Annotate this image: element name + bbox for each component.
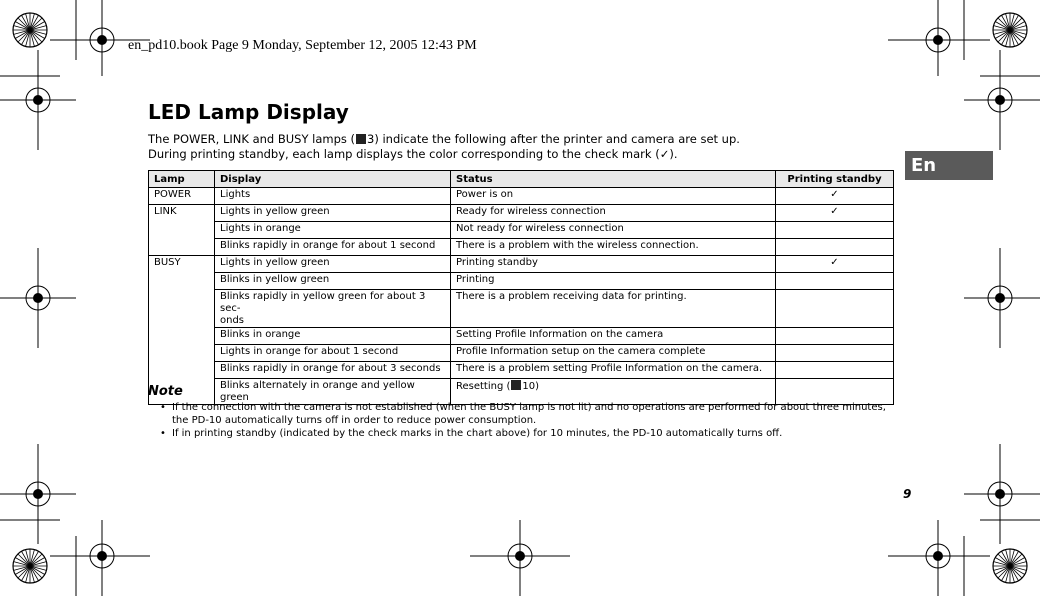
- status-cell: Setting Profile Information on the camera: [451, 328, 776, 345]
- print-header-line: en_pd10.book Page 9 Monday, September 12, 2005 12:43 PM: [128, 38, 477, 53]
- note-item: • If in printing standby (indicated by the check marks in the chart above) for 10 minutes, the PD-10 automatically turns off.: [160, 428, 783, 439]
- intro-text: [148, 132, 740, 162]
- standby-check-cell: ✓: [776, 188, 894, 205]
- status-cell: Printing: [451, 273, 776, 290]
- bullet-icon: •: [160, 402, 166, 413]
- standby-check-cell: [776, 328, 894, 345]
- language-tab: En: [905, 151, 993, 180]
- standby-check-cell: ✓: [776, 205, 894, 222]
- note-heading: Note: [148, 384, 183, 399]
- bullet-icon: •: [160, 428, 166, 439]
- standby-check-cell: [776, 239, 894, 256]
- lamp-cell: POWER: [149, 188, 215, 205]
- page-reference-icon: [356, 134, 366, 144]
- lamp-cell: LINK: [149, 205, 215, 256]
- display-cell: Lights in yellow green: [215, 256, 451, 273]
- display-cell: Blinks rapidly in yellow green for about 3 sec- onds: [215, 290, 451, 328]
- table-row: [149, 205, 894, 222]
- page-reference-icon: [511, 380, 521, 390]
- display-cell: Blinks alternately in orange and yellow green: [215, 379, 451, 405]
- notes-list: [160, 402, 900, 442]
- status-cell: Printing standby: [451, 256, 776, 273]
- display-cell: Lights in orange for about 1 second: [215, 345, 451, 362]
- display-cell: Lights: [215, 188, 451, 205]
- table-row: [149, 188, 894, 205]
- table-row: [149, 290, 894, 328]
- standby-check-cell: [776, 345, 894, 362]
- table-row: [149, 222, 894, 239]
- standby-check-cell: [776, 379, 894, 405]
- header-lamp: Lamp: [149, 171, 215, 188]
- table-row: [149, 328, 894, 345]
- note-item: • If the connection with the camera is not established (when the BUSY lamp is not lit) and no operations are performed for about three minutes, the PD-10 automatically turns off in order to reduce power consumption.: [160, 402, 886, 426]
- intro-line-1: The POWER, LINK and BUSY lamps ( 3) indicate the following after the printer and camera are set up.: [148, 132, 740, 146]
- table-row: [149, 256, 894, 273]
- standby-check-cell: ✓: [776, 256, 894, 273]
- display-cell: Blinks rapidly in orange for about 3 seconds: [215, 362, 451, 379]
- status-cell: Resetting ( 10): [451, 379, 776, 405]
- status-cell: There is a problem setting Profile Information on the camera.: [451, 362, 776, 379]
- page-title: LED Lamp Display: [148, 100, 349, 124]
- lamp-cell: BUSY: [149, 256, 215, 405]
- page-number: 9: [903, 487, 912, 501]
- table-row: [149, 345, 894, 362]
- status-cell: Ready for wireless connection: [451, 205, 776, 222]
- table-row: [149, 273, 894, 290]
- led-lamp-table: [148, 170, 894, 405]
- header-status: Status: [451, 171, 776, 188]
- display-cell: Blinks rapidly in orange for about 1 second: [215, 239, 451, 256]
- display-cell: Blinks in yellow green: [215, 273, 451, 290]
- table-header-row: [149, 171, 894, 188]
- display-cell: Blinks in orange: [215, 328, 451, 345]
- header-printing-standby: Printing standby: [776, 171, 894, 188]
- standby-check-cell: [776, 273, 894, 290]
- header-display: Display: [215, 171, 451, 188]
- status-cell: There is a problem receiving data for printing.: [451, 290, 776, 328]
- status-cell: Power is on: [451, 188, 776, 205]
- table-row: [149, 239, 894, 256]
- display-cell: Lights in yellow green: [215, 205, 451, 222]
- standby-check-cell: [776, 362, 894, 379]
- table-row: [149, 362, 894, 379]
- status-cell: There is a problem with the wireless connection.: [451, 239, 776, 256]
- status-cell: Profile Information setup on the camera complete: [451, 345, 776, 362]
- display-cell: Lights in orange: [215, 222, 451, 239]
- intro-line-2: During printing standby, each lamp displays the color corresponding to the check mark (✓).: [148, 147, 678, 161]
- standby-check-cell: [776, 290, 894, 328]
- status-cell: Not ready for wireless connection: [451, 222, 776, 239]
- standby-check-cell: [776, 222, 894, 239]
- table-row: [149, 379, 894, 405]
